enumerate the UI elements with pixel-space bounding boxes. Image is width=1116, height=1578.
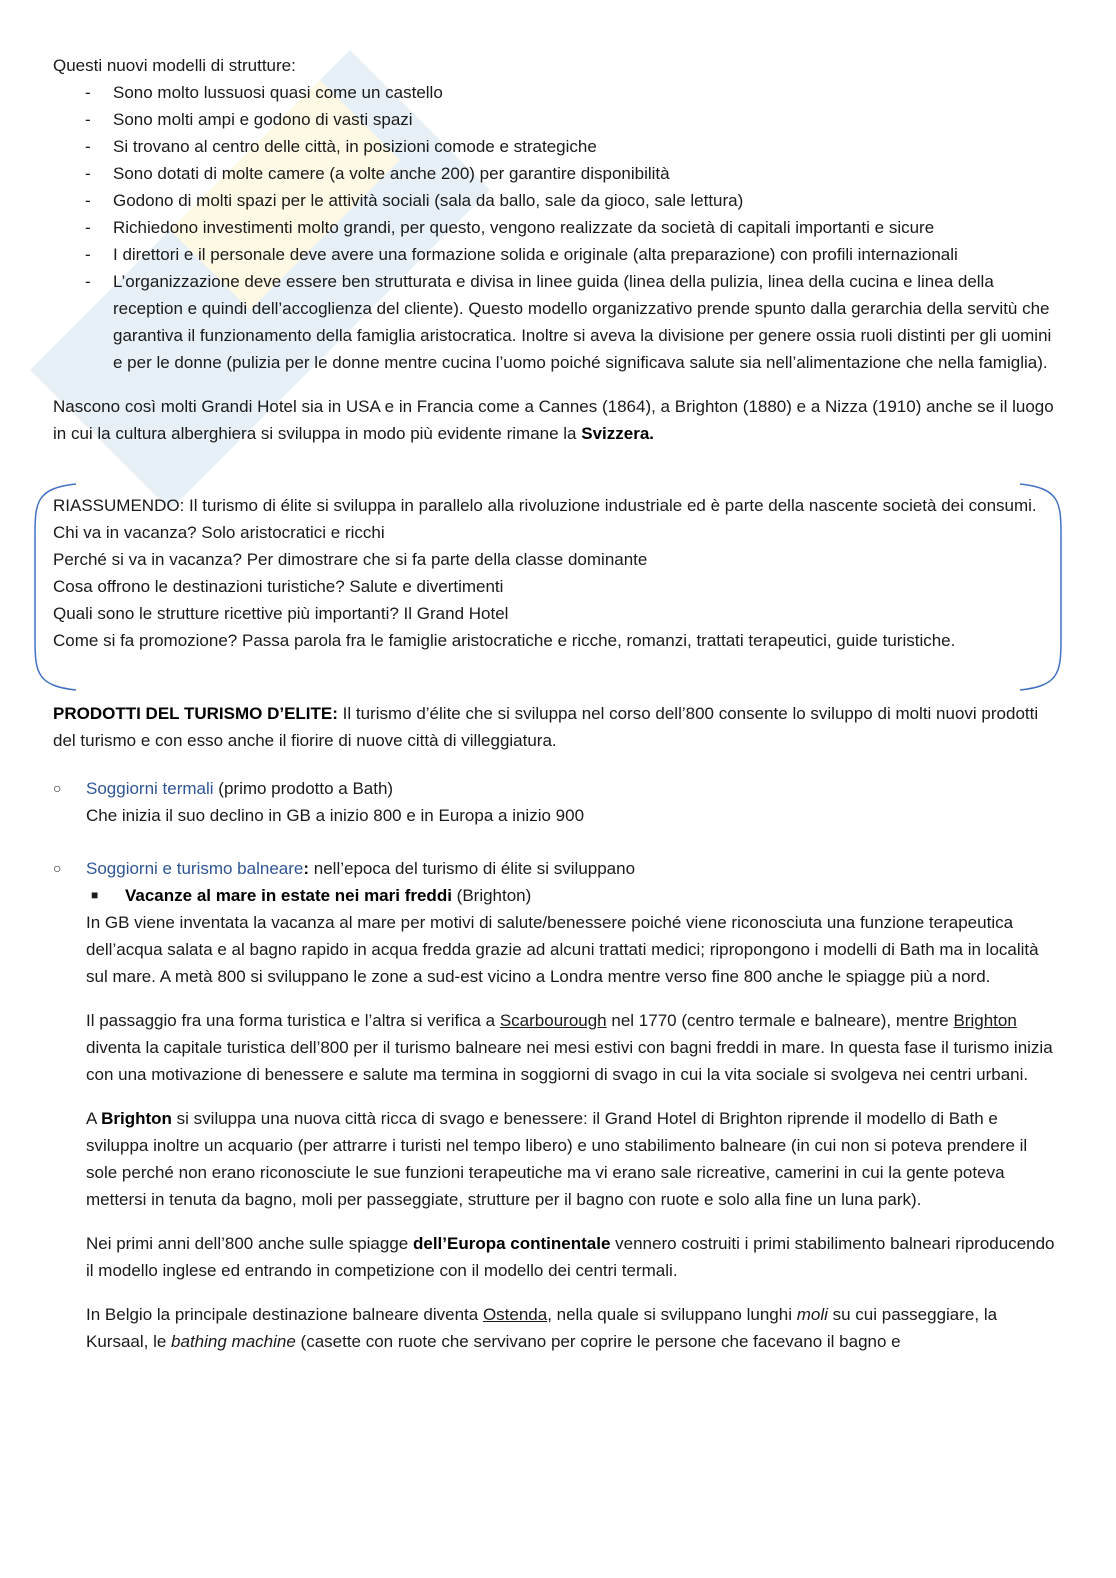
list-item: - Sono molti ampi e godono di vasti spazi bbox=[53, 106, 1063, 133]
summary-line: Quali sono le strutture ricettive più importanti? Il Grand Hotel bbox=[53, 604, 509, 623]
list-item: - Sono molto lussuosi quasi come un castello bbox=[53, 79, 1063, 106]
summary-line: Come si fa promozione? Passa parola fra le famiglie aristocratiche e ricche, romanzi, trattati terapeutici, guide turistiche. bbox=[53, 631, 956, 650]
circle-bullet-icon: ○ bbox=[53, 860, 62, 876]
circle-bullet-icon: ○ bbox=[53, 780, 62, 796]
prodotti-paragraph bbox=[53, 700, 1063, 754]
balneare-paragraph-5: In Belgio la principale destinazione balneare diventa Ostenda, nella quale si sviluppano lunghi moli su cui passeggiare, la Kursaal, le bathing machine (casette con ruote che servivano per coprire le persone che facevano il bagno e bbox=[86, 1305, 998, 1351]
list-item: - Richiedono investimenti molto grandi, per questo, vengono realizzate da società di capitali importanti e sicure bbox=[53, 214, 1063, 241]
list-item: - Si trovano al centro delle città, in posizioni comode e strategiche bbox=[53, 133, 1063, 160]
balneare-paragraph-3: A Brighton si sviluppa una nuova città ricca di svago e benessere: il Grand Hotel di Brighton riprende il modello di Bath e sviluppa inoltre un acquario (per attrarre i turisti nel tempo libero) e uno stabilimento balneare (in cui non si poteva prendere il sole perché non erano riconosciute le sue funzioni terapeutiche ma vi erano sale ricreative, camerini in cui la gente poteva mettersi in tenuta da bagno, moli per passeggiate, strutture per il bagno con ruote e solo alla fine un luna park). bbox=[86, 1109, 1028, 1209]
balneare-paragraph-2: Il passaggio fra una forma turistica e l’altra si verifica a Scarbourough nel 1770 (centro termale e balneare), mentre Brighton diventa la capitale turistica dell’800 per il turismo balneare nei mesi estivi con bagni freddi in mare. In questa fase il turismo inizia con una motivazione di benessere e salute ma termina in soggiorni di svago in cui la vita sociale si svolgeva nei centri urbani. bbox=[86, 1011, 1053, 1084]
termali-title: Soggiorni termali bbox=[86, 779, 214, 798]
svizzera-bold: Svizzera. bbox=[581, 424, 655, 443]
balneare-after: nell’epoca del turismo di élite si sviluppano bbox=[309, 859, 636, 878]
summary-box bbox=[31, 482, 1065, 664]
brighton-link: Brighton bbox=[953, 1011, 1017, 1030]
summary-line: Perché si va in vacanza? Per dimostrare che si fa parte della classe dominante bbox=[53, 550, 648, 569]
list-item: - L’organizzazione deve essere ben strutturata e divisa in linee guida (linea della pulizia, linea della cucina e linea della reception e quindi dell’accoglienza del cliente). Questo modello organizzativo prende spunto dalla gerarchia della servitù che garantiva il funzionamento della famiglia aristocratica. Inoltre si aveva la divisione per genere ossia ruoli distinti per gli uomini e per le donne (pulizia per le donne mentre cucina l’uomo poiché significava salute sia nell’alimentazione che nella famiglia). bbox=[53, 268, 1063, 376]
balneare-title: Soggiorni e turismo balneare bbox=[86, 859, 304, 878]
scarbourough-link: Scarbourough bbox=[499, 1011, 607, 1030]
summary-line: Cosa offrono le destinazioni turistiche? Salute e divertimenti bbox=[53, 577, 504, 596]
balneare-paragraph-4: Nei primi anni dell’800 anche sulle spiagge dell’Europa continentale vennero costruiti i primi stabilimento balneari riproducendo il modello inglese ed entrando in competizione con il modello dei centri termali. bbox=[86, 1234, 1055, 1280]
termali-after: (primo prodotto a Bath) bbox=[213, 779, 394, 798]
grandi-hotel-paragraph bbox=[53, 393, 1063, 447]
summary-line: Chi va in vacanza? Solo aristocratici e ricchi bbox=[53, 523, 385, 542]
termali-line2: Che inizia il suo declino in GB a inizio 800 e in Europa a inizio 900 bbox=[86, 806, 585, 825]
balneare-item: ○ Soggiorni e turismo balneare: nell’epoca del turismo di élite si sviluppano bbox=[53, 855, 1063, 882]
balneare-paragraph-1: In GB viene inventata la vacanza al mare per motivi di salute/benessere poiché viene riconosciuta una funzione terapeutica dell’acqua salata e al bagno rapido in acqua fredda grazie ad alcuni trattati medici; ripropongono i modelli di Bath ma in località sul mare. A metà 800 si sviluppano le zone a sud-est vicino a Londra mentre verso fine 800 anche le spiagge più a nord. bbox=[86, 913, 1039, 986]
summary-line: RIASSUMENDO: Il turismo di élite si sviluppa in parallelo alla rivoluzione industriale ed è parte della nascente società dei consumi. bbox=[53, 496, 1037, 515]
grandi-hotel-text: Nascono così molti Grandi Hotel sia in USA e in Francia come a Cannes (1864), a Brighton (1880) e a Nizza (1910) anche se il luogo in cui la cultura alberghiera si sviluppa in modo più evidente rimane la bbox=[53, 397, 1054, 443]
list-item: - I direttori e il personale deve avere una formazione solida e originale (alta preparazione) con profili internazionali bbox=[53, 241, 1063, 268]
ostenda-link: Ostenda bbox=[482, 1305, 548, 1324]
document-content bbox=[53, 52, 1063, 1355]
prodotti-text: Il turismo d’élite che si sviluppa nel corso dell’800 consente lo sviluppo di molti nuovi prodotti del turismo e con esso anche il fiorire di nuove città di villeggiatura. bbox=[53, 704, 1039, 750]
list-item: - Sono dotati di molte camere (a volte anche 200) per garantire disponibilità bbox=[53, 160, 1063, 187]
features-list bbox=[53, 79, 1063, 376]
vacanze-mare-bold: Vacanze al mare in estate nei mari freddi bbox=[125, 886, 452, 905]
balneare-body bbox=[53, 909, 1063, 1355]
intro-text: Questi nuovi modelli di strutture: bbox=[53, 56, 296, 75]
prodotti-heading: PRODOTTI DEL TURISMO D’ELITE: bbox=[53, 704, 338, 723]
list-item: - Godono di molti spazi per le attività sociali (sala da ballo, sale da gioco, sale lettura) bbox=[53, 187, 1063, 214]
balneare-subitem: ■ Vacanze al mare in estate nei mari freddi (Brighton) bbox=[53, 882, 1063, 909]
termali-item bbox=[53, 775, 1063, 829]
square-bullet-icon: ■ bbox=[91, 888, 99, 902]
